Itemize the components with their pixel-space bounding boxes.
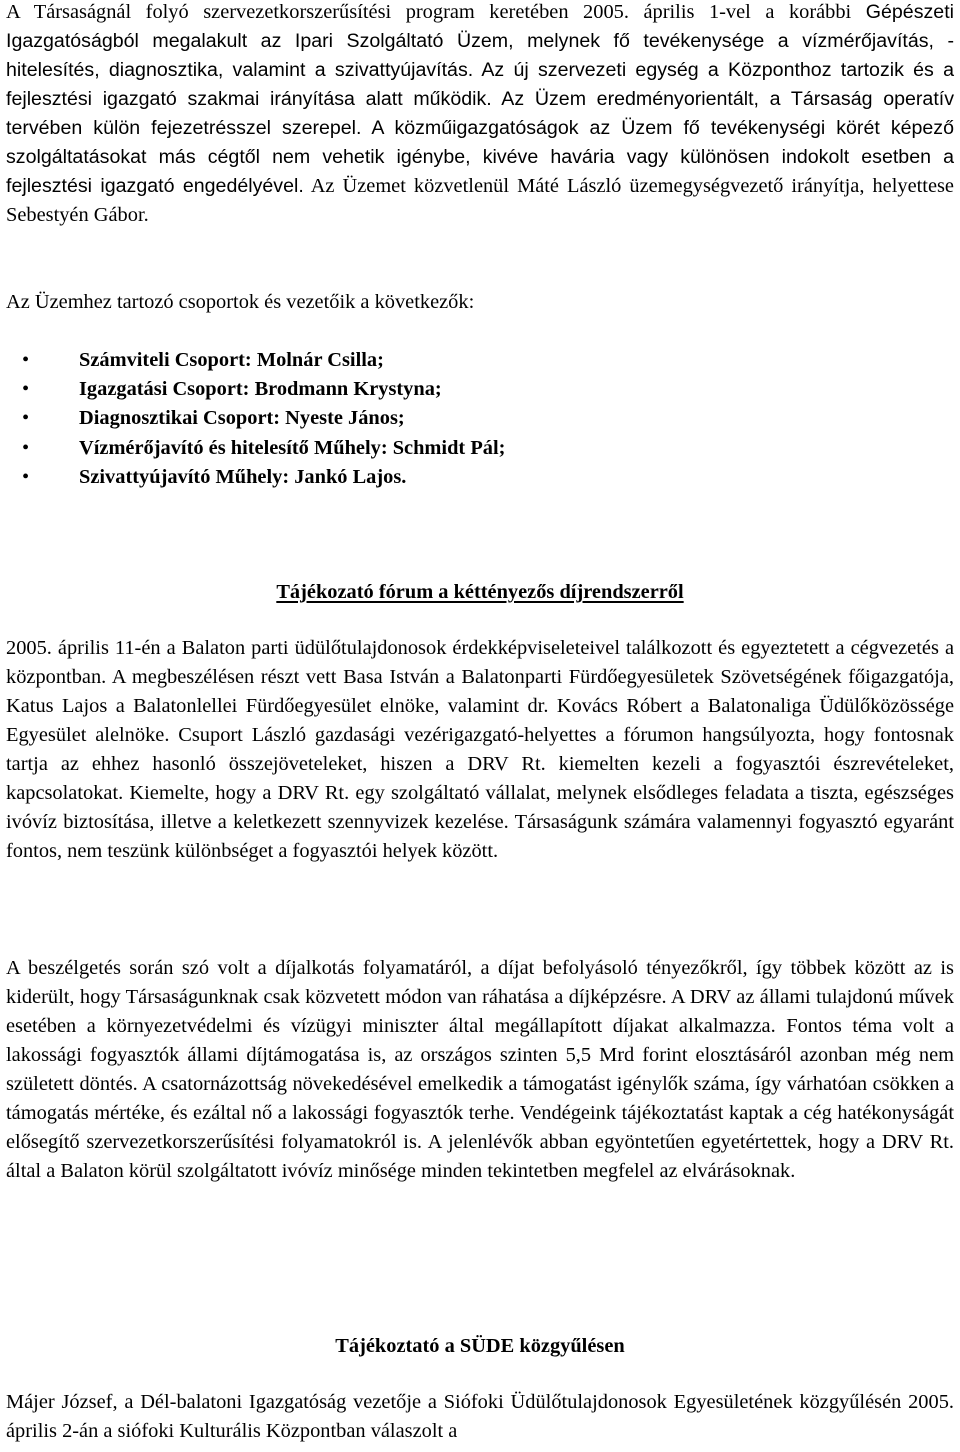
bullet-icon: • [22,378,30,401]
intro-paragraph [6,0,954,230]
intro-sans-middle: Gépészeti Igazgatóságból megalakult az Ipari Szolgáltató Üzem, melynek fő tevékenysége a vízmérőjavítás, -hitelesítés, diagnosztika, valamint a szivattyújavítás. Az új szervezeti egység a Központhoz tartozik és a fejlesztési igazgató szakmai irányítása alatt működik. Az Üzem eredményorientált, a Társaság operatív tervében külön fejezetrésszel szerepel. A közműigazgatóságok az Üzem fő tevékenységi körét képező szolgáltatásokat más cégtől nem vehetik igénybe, kivéve havária vagy különösen indokolt esetben a fejlesztési igazgató engedélyével. [6,1,954,197]
section-heading-sude: Tájékoztató a SÜDE közgyűlésen [335,1335,625,1357]
list-item [6,346,505,375]
forum-paragraph-1: 2005. április 11-én a Balaton parti üdülőtulajdonosok érdekképviseleteivel találkozott és egyeztetett a cégvezetés a központban. A megbeszélésen részt vett Basa István a Balatonparti Fürdőegyesületek Szövetségének főigazgatója, Katus Lajos a Balatonlellei Fürdőegyesület elnöke, valamint dr. Kovács Róbert a Balatonaliga Üdülőközössége Egyesület alelnöke. Csuport László gazdasági vezérigazgató-helyettes a fórumon hangsúlyozta, hogy fontosnak tartja az ehhez hasonló összejöveteleket, hiszen a DRV Rt. kiemelten kezeli a fogyasztói észrevételeket, kapcsolatokat. Kiemelte, hogy a DRV Rt. egy szolgáltató vállalat, melynek elsődleges feladata a tiszta, egészséges ivóvíz biztosítása, illetve a keletkezett szennyvizek kezelése. Társaságunk számára valamennyi fogyasztó egyaránt fontos, nem teszünk különbséget a fogyasztói helyek között. [6,637,954,862]
groups-list [6,346,505,492]
sude-paragraph-1: Májer József, a Dél-balatoni Igazgatóság vezetője a Siófoki Üdülőtulajdonosok Egyesületének közgyűlésén 2005. április 2-án a siófoki Kulturális Központban válaszolt a [6,1391,954,1442]
bullet-icon: • [22,465,30,488]
list-item-text: Számviteli Csoport: Molnár Csilla; [79,349,384,371]
bullet-icon: • [22,349,30,371]
forum-paragraph-2: A beszélgetés során szó volt a díjalkotás folyamatáról, a díjat befolyásoló tényezőkről, így többek között az is kiderült, hogy Társaságunknak csak közvetett módon van ráhatása a díjképzésre. A DRV az állami tulajdonú művek esetében a környezetvédelmi és vízügyi miniszter által megállapított díjakat alkalmazza. Fontos téma volt a lakossági fogyasztók állami díjtámogatása is, az országos szinten 5,5 Mrd forint elosztásáról azonban még nem született döntés. A csatornázottság növekedésével emelkedik a támogatást igénylők száma, így várhatóan csökken a támogatás mértéke, és ezáltal nő a lakossági fogyasztók terhe. Vendégeink tájékoztatást kaptak a cég hatékonyságát elősegítő szervezetkorszerűsítési folyamatokról is. A jelenlévők abban egyöntetűen egyetértettek, hogy a DRV Rt. által a Balaton körül szolgáltatott ivóvíz minősége minden tekintetben megfelel az elvárásoknak. [6,957,954,1182]
section-heading-forum: Tájékozató fórum a kéttényezős díjrendszerről [276,581,684,603]
list-item [6,375,505,404]
groups-intro-text: Az Üzemhez tartozó csoportok és vezetőik a következők: [6,291,475,313]
list-item [6,434,505,463]
intro-serif-end: Az Üzemet közvetlenül Máté László üzemegységvezető irányítja, helyettese Sebestyén Gábor. [6,175,954,226]
list-item-text: Igazgatási Csoport: Brodmann Krystyna; [79,378,442,401]
bullet-icon: • [22,436,30,459]
list-item [6,463,505,492]
list-item-text: Szivattyújavító Műhely: Jankó Lajos. [79,465,407,488]
bullet-icon: • [22,407,30,430]
intro-serif-start: A Társaságnál folyó szervezetkorszerűsítési program keretében 2005. április 1-vel a korábbi [6,1,852,23]
list-item-text: Vízmérőjavító és hitelesítő Műhely: Schmidt Pál; [79,436,506,459]
list-item [6,404,505,433]
list-item-text: Diagnosztikai Csoport: Nyeste János; [79,407,405,430]
